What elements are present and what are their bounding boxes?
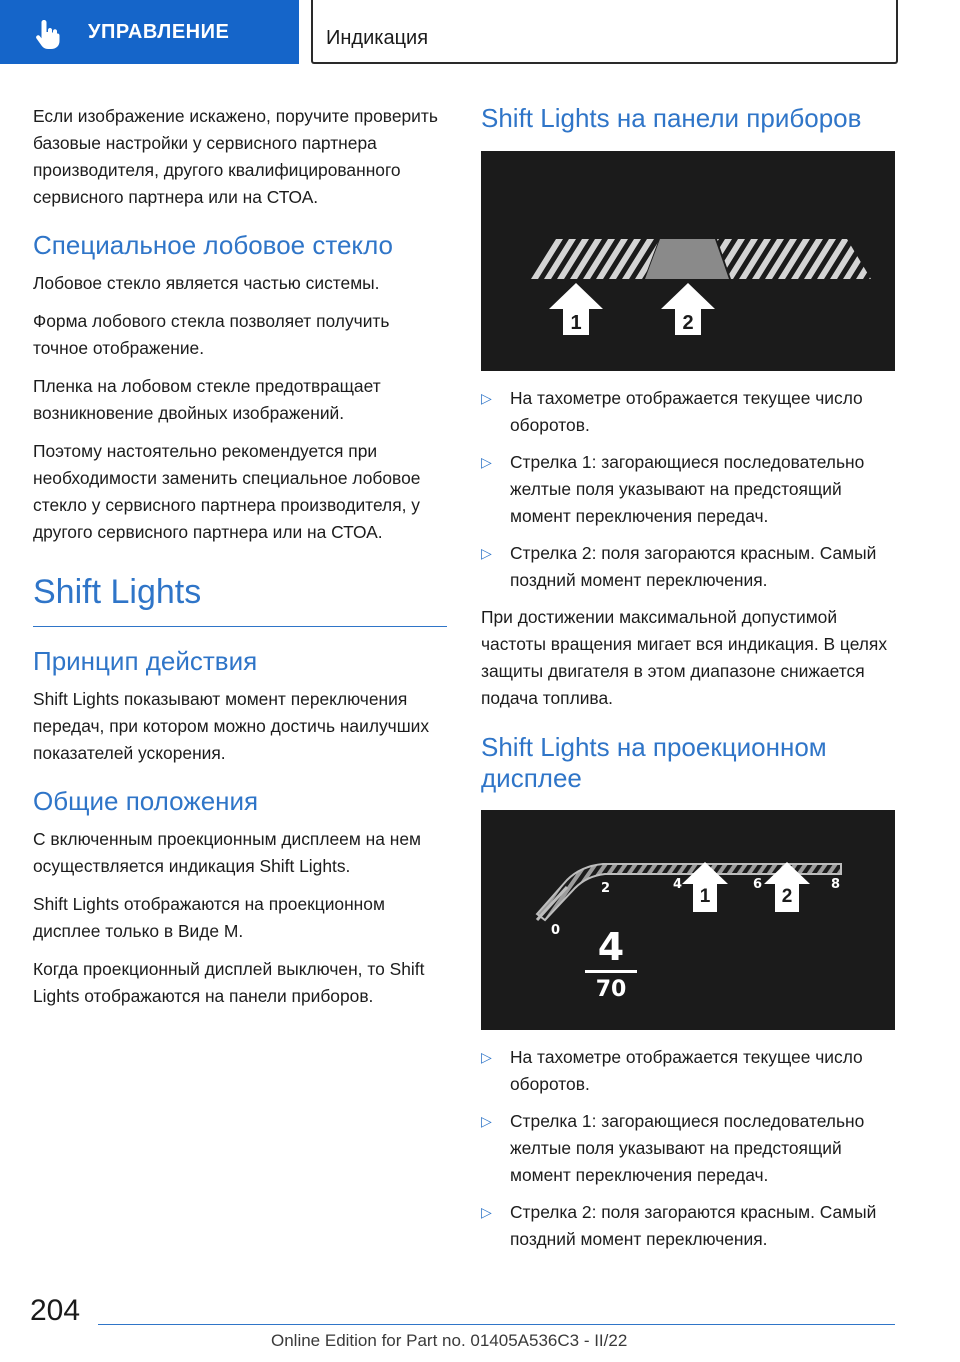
general-paragraph-1: С включенным проекционным дисплеем на нем осуществляется индикация Shift Lights.: [33, 829, 421, 876]
hud-heading: Shift Lights на проекционном дисплее: [481, 732, 827, 793]
header-chapter-box: [311, 0, 898, 64]
principle-heading: Принцип действия: [33, 646, 258, 676]
footer-divider: [98, 1324, 895, 1325]
triangle-right-icon: ▷: [481, 545, 492, 561]
instrument-panel-figure: [481, 151, 895, 371]
general-paragraph-2: Shift Lights отображаются на проекционном дисплее только в Виде M.: [33, 894, 385, 941]
list-item: ▷ Стрелка 2: поля загораются красным. Самый поздний момент переключения.: [481, 540, 895, 594]
triangle-right-icon: ▷: [481, 1204, 492, 1220]
triangle-right-icon: ▷: [481, 454, 492, 470]
tick-label: 0: [551, 923, 561, 938]
shift-lights-heading: Shift Lights: [33, 573, 202, 611]
hud-illustration: [481, 810, 895, 1030]
page-number: 204: [30, 1294, 81, 1327]
instrument-panel-illustration: [481, 151, 895, 371]
triangle-right-icon: ▷: [481, 390, 492, 406]
hand-pointer-icon: [30, 16, 66, 52]
arrow-2-label: 2: [682, 312, 694, 334]
hud-bullet-list: [481, 1044, 895, 1253]
section-divider: [33, 626, 447, 627]
principle-paragraph: Shift Lights показывают момент переключения передач, при котором можно достичь наилучших показателей ускорения.: [33, 689, 430, 763]
left-column: [33, 103, 447, 1021]
list-item: ▷ На тахометре отображается текущее число оборотов.: [481, 1044, 895, 1098]
general-heading: Общие положения: [33, 786, 259, 816]
windshield-paragraph-4: Поэтому настоятельно рекомендуется при необходимости заменить специальное лобовое стекло у сервисного партнера производителя, у другого сервисного партнера или на СТОА.: [33, 441, 421, 542]
windshield-paragraph-2: Форма лобового стекла позволяет получить точное отображение.: [33, 311, 390, 358]
windshield-heading: Специальное лобовое стекло: [33, 230, 394, 260]
gear-indicator: 4: [597, 925, 625, 969]
windshield-paragraph-1: Лобовое стекло является частью системы.: [33, 273, 380, 293]
arrow-2-label: 2: [781, 886, 793, 907]
panel-bullet-list: [481, 385, 895, 594]
panel-heading: Shift Lights на панели приборов: [481, 103, 862, 133]
speed-indicator: 70: [595, 977, 627, 1002]
tick-label: 6: [753, 877, 763, 892]
windshield-paragraph-3: Пленка на лобовом стекле предотвращает возникновение двойных изображений.: [33, 376, 381, 423]
arrow-1-label: 1: [699, 886, 711, 907]
right-column: [481, 103, 895, 1263]
list-item: ▷ На тахометре отображается текущее число оборотов.: [481, 385, 895, 439]
tick-label: 4: [673, 877, 683, 892]
intro-paragraph: Если изображение искажено, поручите проверить базовые настройки у сервисного партнера производителя, другого квалифицированного сервисного партнера или на СТОА.: [33, 106, 438, 207]
general-paragraph-3: Когда проекционный дисплей выключен, то Shift Lights отображаются на панели приборов.: [33, 959, 425, 1006]
list-item: ▷ Стрелка 1: загорающиеся последовательно желтые поля указывают на предстоящий момент переключения передач.: [481, 1108, 895, 1189]
tick-label: 2: [601, 881, 611, 896]
header-section-label: УПРАВЛЕНИЕ: [88, 21, 230, 43]
triangle-right-icon: ▷: [481, 1113, 492, 1129]
list-item: ▷ Стрелка 2: поля загораются красным. Самый поздний момент переключения.: [481, 1199, 895, 1253]
hud-figure: [481, 810, 895, 1030]
header-section-tab: [0, 0, 299, 64]
header-chapter-label: Индикация: [326, 27, 429, 49]
footer-edition: Online Edition for Part no. 01405A536C3 - II/22: [271, 1331, 628, 1350]
max-rpm-paragraph: При достижении максимальной допустимой частоты вращения мигает вся индикация. В целях защиты двигателя в этом диапазоне снижается подача топлива.: [481, 607, 888, 708]
tick-label: 8: [831, 877, 841, 892]
triangle-right-icon: ▷: [481, 1049, 492, 1065]
list-item: ▷ Стрелка 1: загорающиеся последовательно желтые поля указывают на предстоящий момент переключения передач.: [481, 449, 895, 530]
arrow-1-label: 1: [570, 312, 582, 334]
